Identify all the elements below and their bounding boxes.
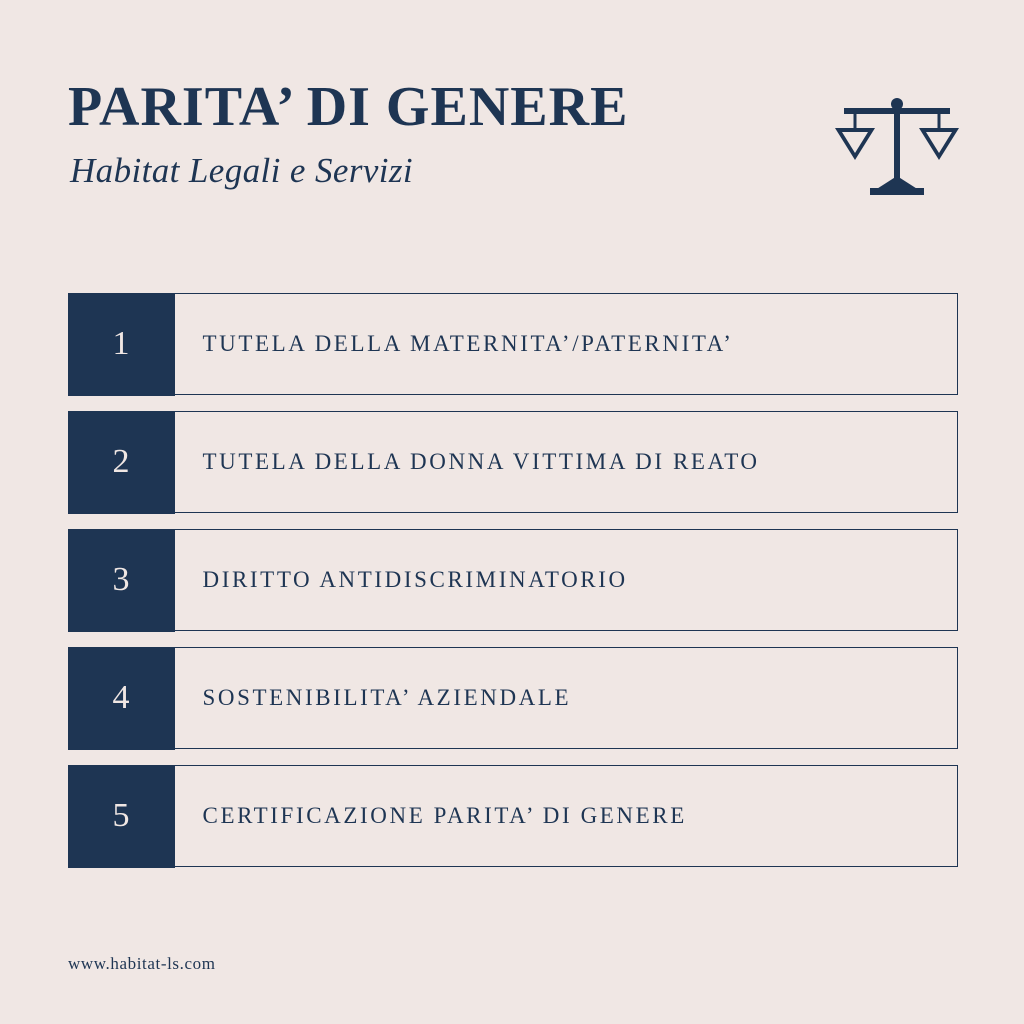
page-subtitle: Habitat Legali e Servizi [70, 150, 414, 190]
list-item[interactable] [68, 765, 958, 867]
list-item[interactable] [68, 529, 958, 631]
list-item-number: 1 [68, 293, 175, 396]
scales-of-justice-icon [832, 88, 962, 203]
list-item-label: CERTIFICAZIONE PARITA’ DI GENERE [202, 803, 687, 828]
list-item[interactable] [68, 411, 958, 513]
list-item-number: 2 [68, 411, 175, 514]
page-title: PARITA’ DI GENERE [68, 76, 629, 138]
services-list [68, 293, 958, 867]
list-item[interactable] [68, 293, 958, 395]
list-item-label: DIRITTO ANTIDISCRIMINATORIO [202, 567, 628, 592]
list-item-number: 5 [68, 765, 175, 868]
list-item-label: SOSTENIBILITA’ AZIENDALE [202, 685, 572, 710]
list-item-label: TUTELA DELLA MATERNITA’/PATERNITA’ [202, 331, 734, 356]
list-item[interactable] [68, 647, 958, 749]
website-url[interactable]: www.habitat-ls.com [68, 954, 216, 973]
list-item-number: 3 [68, 529, 175, 632]
list-item-label: TUTELA DELLA DONNA VITTIMA DI REATO [202, 449, 760, 474]
list-item-number: 4 [68, 647, 175, 750]
